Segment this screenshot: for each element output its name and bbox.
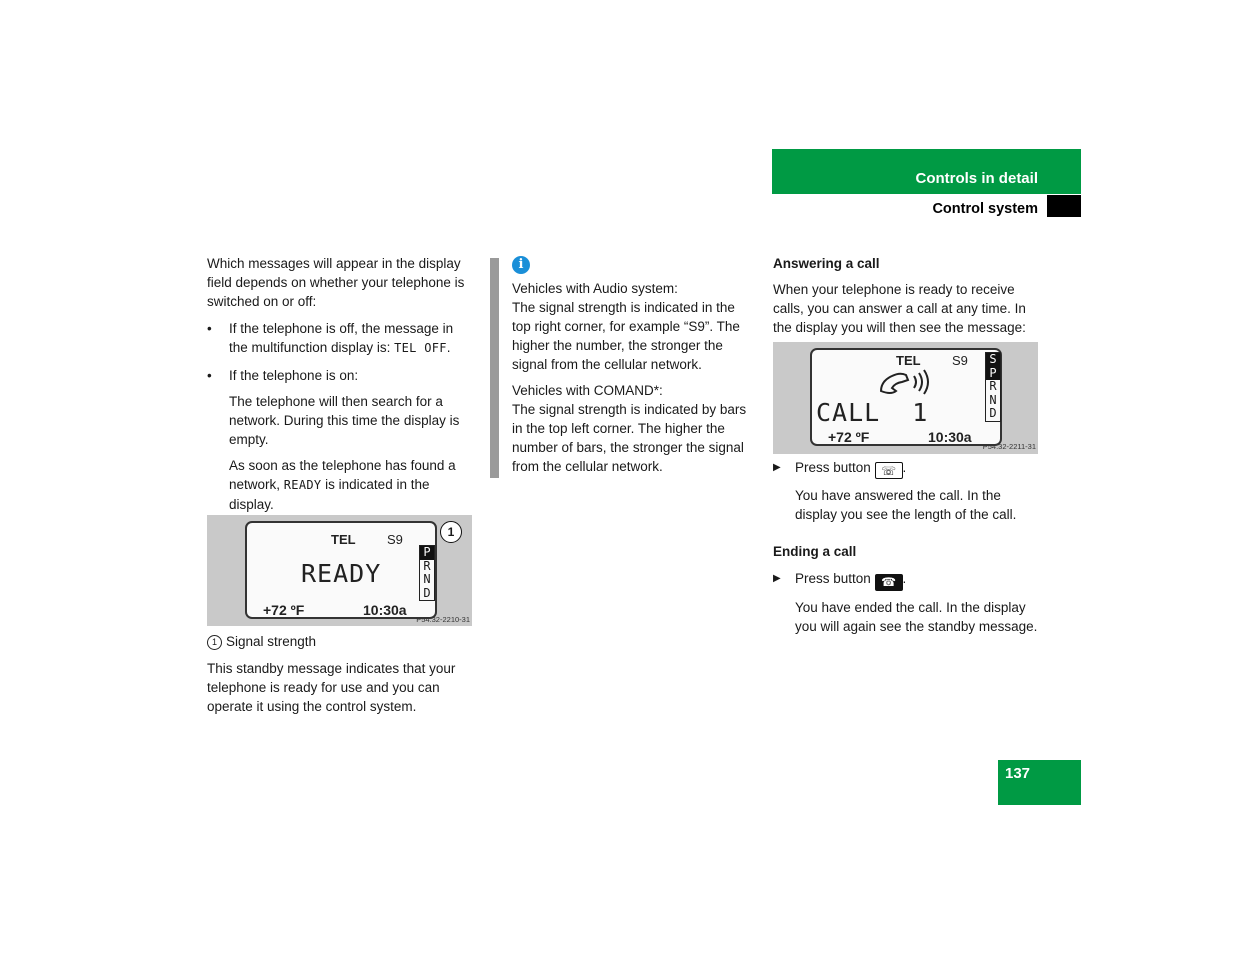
step-arrow-icon: ▶ [773, 573, 781, 584]
legend-number: 1 [207, 635, 222, 650]
answer-call-button-icon: ☏ [875, 462, 903, 479]
audio-text: The signal strength is indicated in the top right corner, for example “S9”. The higher the number, the stronger the signal from the cellular network. [512, 300, 740, 372]
lcd-screen [810, 348, 1002, 446]
audio-title: Vehicles with Audio system: [512, 281, 678, 296]
info-note [512, 279, 757, 476]
info-bar [490, 258, 499, 478]
figure-call-display [773, 342, 1038, 454]
lcd-tel-label: TEL [331, 532, 356, 547]
end-call-button-icon: ☎ [875, 574, 903, 591]
step-arrow-icon: ▶ [773, 462, 781, 473]
header-marker [1047, 195, 1081, 217]
subsection-title: Control system [932, 201, 1038, 217]
column-left [207, 254, 473, 514]
answer-result: You have answered the call. In the display you see the length of the call. [795, 488, 1017, 522]
lcd-main-message: READY [301, 559, 382, 588]
figure-code: P54.32-2211-31 [982, 442, 1036, 451]
comand-title: Vehicles with COMAND*: [512, 383, 663, 398]
gear-indicator: P R N D [419, 545, 435, 601]
answer-intro: When your telephone is ready to receive calls, you can answer a call at any time. In the display you will then see the message: [773, 282, 1026, 335]
lcd-main-message: CALL 1 [816, 398, 929, 427]
search-paragraph: The telephone will then search for a network. During this time the display is empty. [229, 394, 460, 447]
lcd-temperature: +72 ºF [263, 602, 305, 618]
outro-paragraph: This standby message indicates that your telephone is ready for use and you can operate it using the control system. [207, 661, 456, 714]
bullet-dot: • [207, 368, 212, 383]
figure-code: P54.32-2210-31 [416, 615, 470, 624]
intro-paragraph: Which messages will appear in the display field depends on whether your telephone is switched on or off: [207, 256, 465, 309]
section-title: Controls in detail [915, 170, 1038, 187]
answer-step: ▶ Press button ☏ . [773, 460, 907, 478]
answer-heading: Answering a call [773, 256, 880, 271]
column-right-lower [773, 458, 1041, 636]
gear-indicator: S P R N D [985, 352, 1001, 422]
lcd-signal-strength: S9 [952, 353, 968, 368]
lcd-temperature: +72 ºF [828, 429, 870, 445]
ready-paragraph: As soon as the telephone has found a network, READY is indicated in the display. [229, 458, 456, 512]
code-tel-off: TEL OFF [394, 341, 447, 355]
column-right [773, 254, 1041, 337]
bullet-telephone-off: • If the telephone is off, the message in the multifunction display is: TEL OFF. [207, 321, 454, 355]
handset-icon [878, 369, 938, 397]
end-step: ▶ Press button ☎ . [773, 571, 907, 589]
page-number: 137 [1005, 765, 1031, 782]
end-result: You have ended the call. In the display you will again see the standby message. [795, 600, 1038, 634]
lcd-clock: 10:30a [928, 429, 972, 445]
lcd-screen [245, 521, 437, 619]
info-icon: i [512, 256, 530, 274]
bullet-telephone-on: • If the telephone is on: [207, 368, 359, 383]
code-ready: READY [283, 478, 322, 492]
lcd-clock: 10:30a [363, 602, 407, 618]
figure-ready-display [207, 515, 472, 626]
lcd-tel-label: TEL [896, 353, 921, 368]
legend-text: Signal strength [226, 634, 317, 649]
end-heading: Ending a call [773, 544, 857, 559]
figure-legend [207, 632, 473, 651]
comand-text: The signal strength is indicated by bars in the top left corner. The higher the number of bars, the stronger the signal from the cellular network. [512, 402, 747, 474]
bullet-dot: • [207, 321, 212, 336]
lcd-signal-strength: S9 [387, 532, 403, 547]
callout-1: 1 [440, 521, 462, 543]
